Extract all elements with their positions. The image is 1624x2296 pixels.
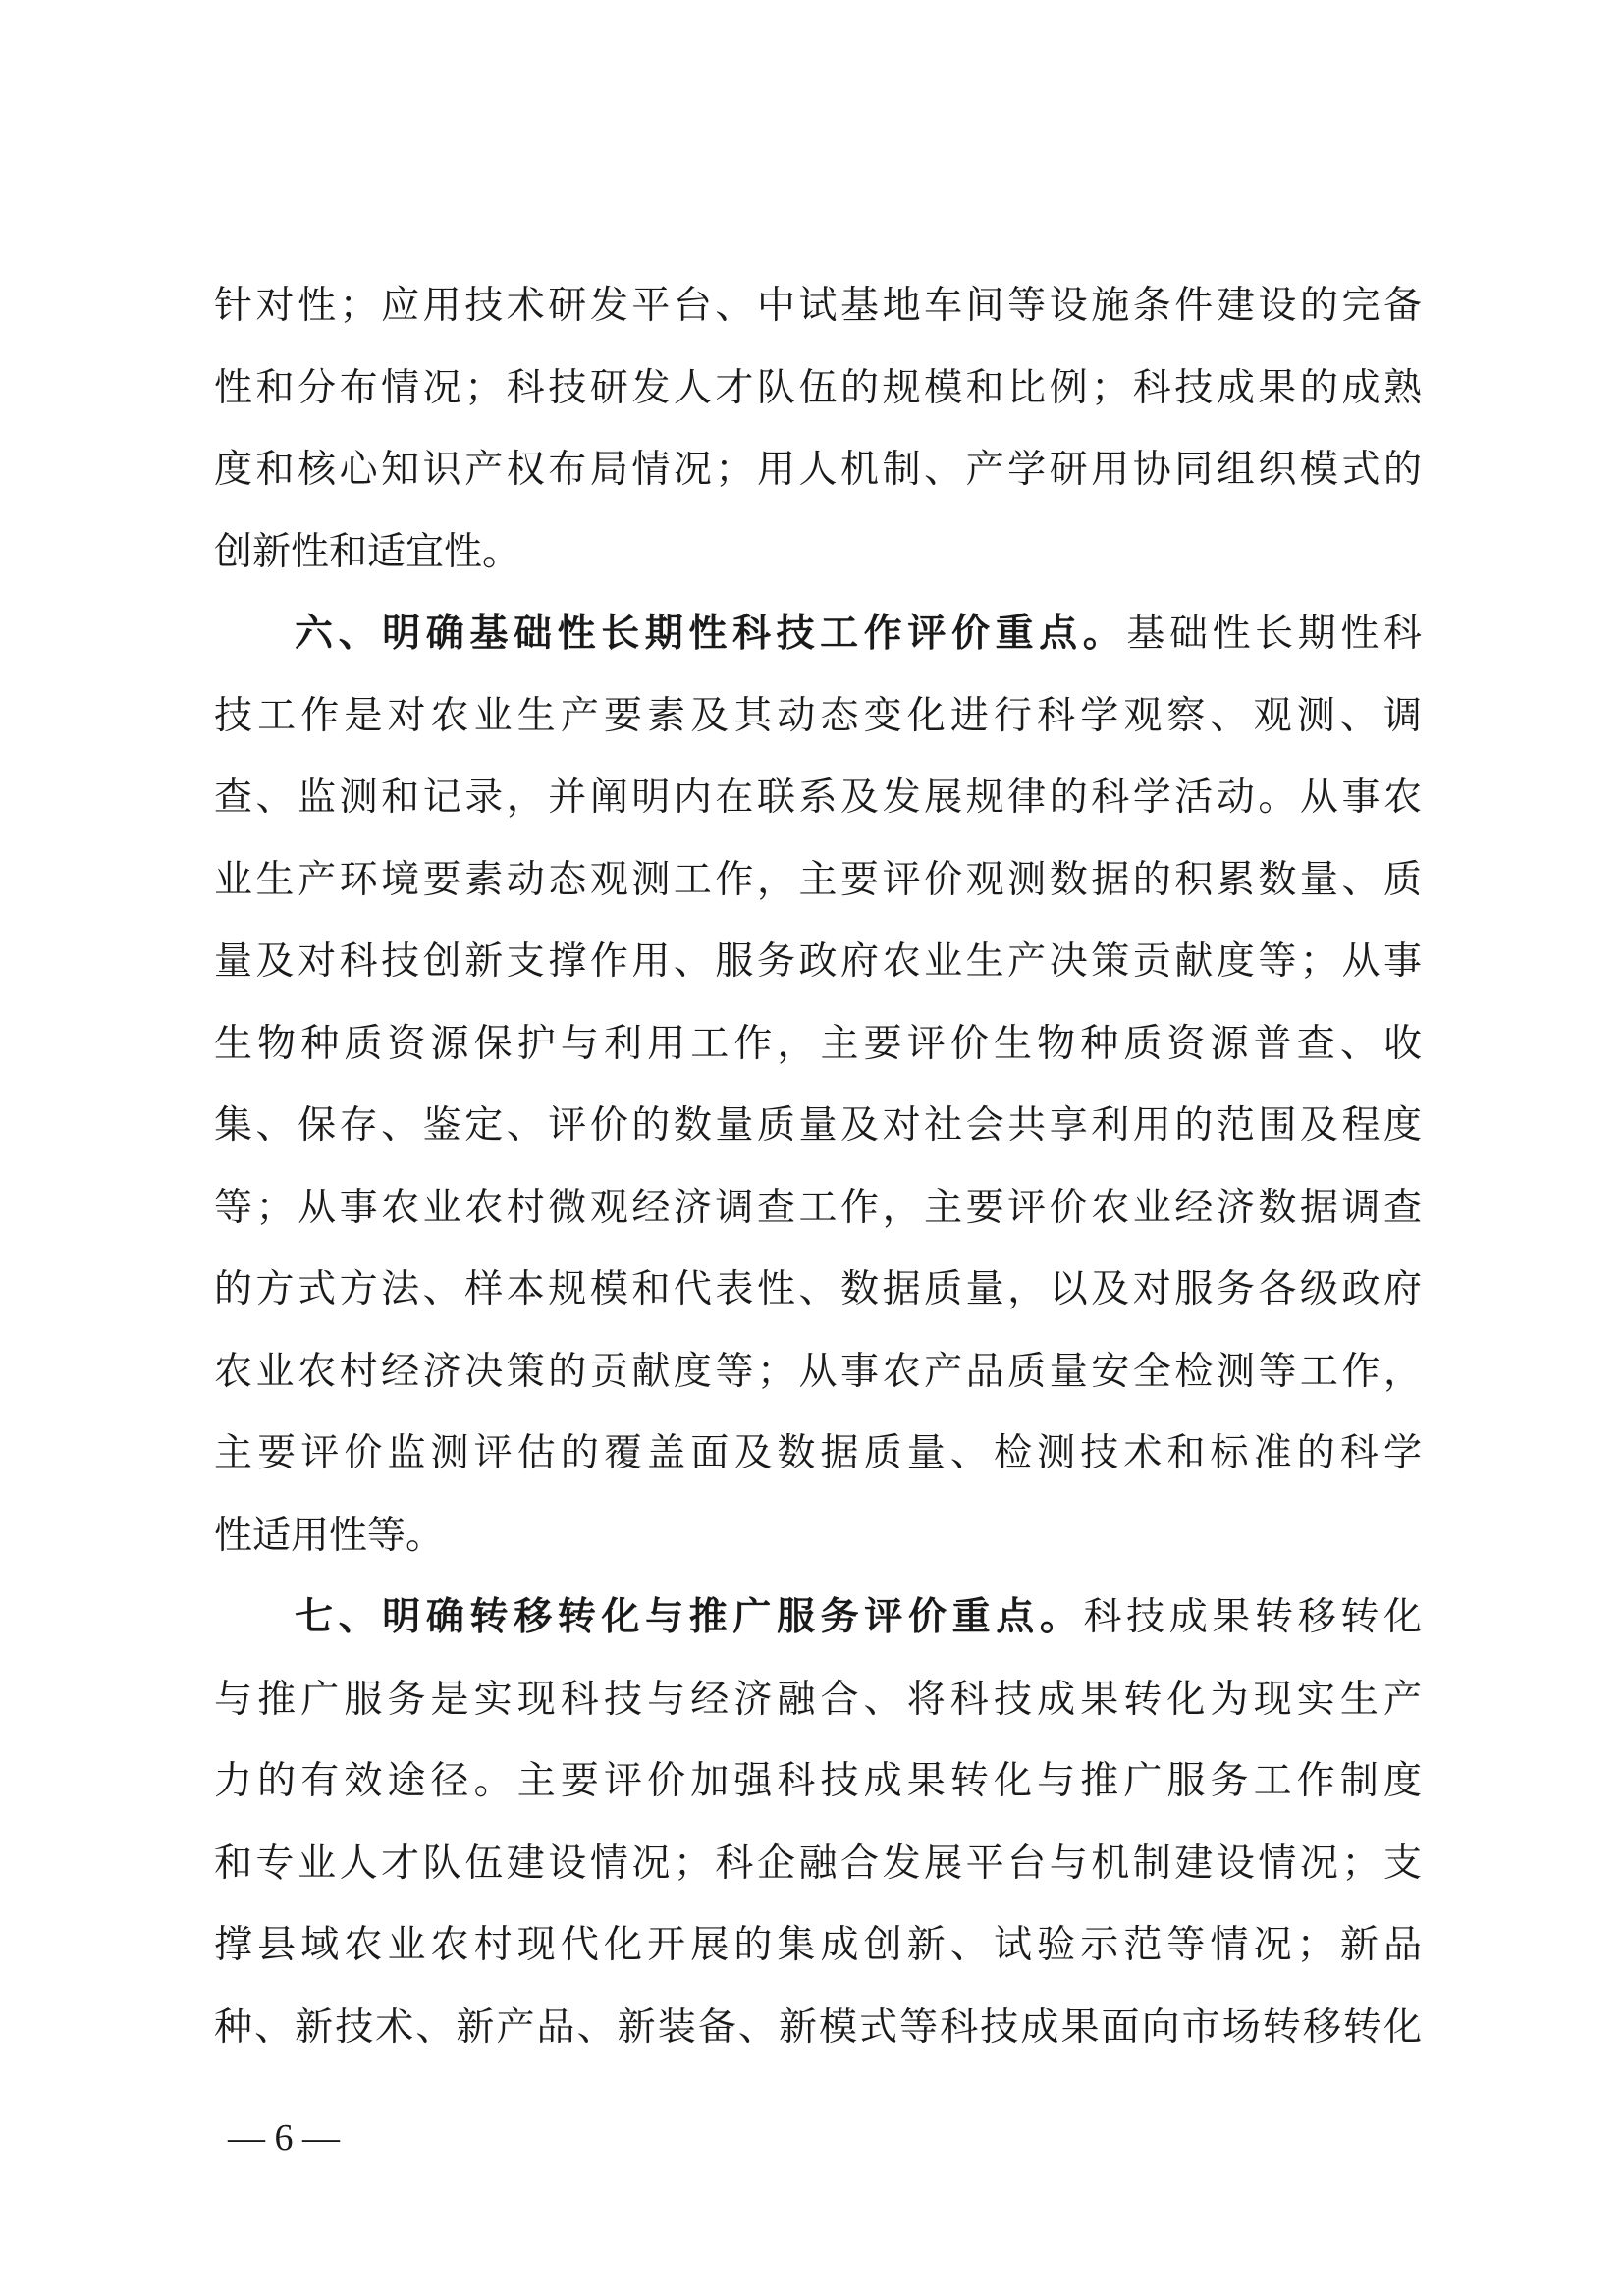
text-line: 生物种质资源保护与利用工作，主要评价生物种质资源普查、收 bbox=[214, 1021, 1422, 1066]
text-line: 性适用性等。 bbox=[214, 1513, 445, 1558]
text-line: 农业农村经济决策的贡献度等；从事农产品质量安全检测等工作， bbox=[214, 1349, 1422, 1394]
text-line: 力的有效途径。主要评价加强科技成果转化与推广服务工作制度 bbox=[214, 1759, 1422, 1803]
section-six-heading: 六、明确基础性长期性科技工作评价重点。 bbox=[295, 612, 1127, 656]
text-line: 查、监测和记录，并阐明内在联系及发展规律的科学活动。从事农 bbox=[214, 775, 1422, 820]
text-line: 度和核心知识产权布局情况；用人机制、产学研用协同组织模式的 bbox=[214, 448, 1422, 492]
page-number: — 6 — bbox=[228, 2117, 340, 2159]
section-seven-first-line bbox=[214, 1576, 1422, 1659]
text-line: 撑县域农业农村现代化开展的集成创新、试验示范等情况；新品 bbox=[214, 1923, 1422, 1967]
text-line: 和专业人才队伍建设情况；科企融合发展平台与机制建设情况；支 bbox=[214, 1841, 1422, 1886]
text-line: 业生产环境要素动态观测工作，主要评价观测数据的积累数量、质 bbox=[214, 857, 1422, 902]
section-seven-heading: 七、明确转移转化与推广服务评价重点。 bbox=[295, 1595, 1084, 1639]
text-line: 与推广服务是实现科技与经济融合、将科技成果转化为现实生产 bbox=[214, 1677, 1422, 1722]
section-six-first-line bbox=[214, 593, 1422, 675]
text-line: 主要评价监测评估的覆盖面及数据质量、检测技术和标准的科学 bbox=[214, 1431, 1422, 1475]
section-six-first-line-rest: 基础性长期性科 bbox=[1126, 612, 1422, 656]
section-six bbox=[214, 593, 1422, 1576]
text-line: 集、保存、鉴定、评价的数量质量及对社会共享利用的范围及程度 bbox=[214, 1103, 1422, 1148]
text-line: 等；从事农业农村微观经济调查工作，主要评价农业经济数据调查 bbox=[214, 1185, 1422, 1230]
text-line: 的方式方法、样本规模和代表性、数据质量，以及对服务各级政府 bbox=[214, 1267, 1422, 1311]
text-line: 量及对科技创新支撑作用、服务政府农业生产决策贡献度等；从事 bbox=[214, 939, 1422, 984]
paragraph-intro bbox=[214, 265, 1422, 593]
text-line: 针对性；应用技术研发平台、中试基地车间等设施条件建设的完备 bbox=[214, 284, 1422, 328]
section-seven bbox=[214, 1576, 1422, 2068]
section-seven-first-line-rest: 科技成果转移转化 bbox=[1083, 1595, 1422, 1639]
text-line: 创新性和适宜性。 bbox=[214, 529, 521, 574]
text-line: 技工作是对农业生产要素及其动态变化进行科学观察、观测、调 bbox=[214, 693, 1422, 738]
text-line: 性和分布情况；科技研发人才队伍的规模和比例；科技成果的成熟 bbox=[214, 365, 1422, 410]
text-line: 种、新技术、新产品、新装备、新模式等科技成果面向市场转移转化 bbox=[214, 2004, 1422, 2050]
document-body bbox=[214, 265, 1422, 2068]
